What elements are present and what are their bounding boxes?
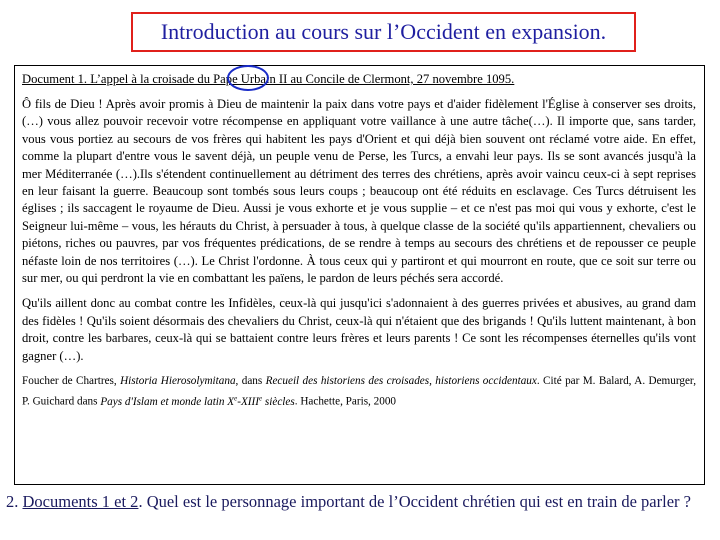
question: [6, 490, 706, 513]
source-book-mid: -XIII: [237, 395, 259, 408]
page-title: Introduction au cours sur l’Occident en expansion.: [160, 19, 607, 44]
document-source: [22, 373, 696, 411]
document-heading: [22, 70, 696, 88]
source-book: [100, 396, 294, 408]
document-paragraph-1: Ô fils de Dieu ! Après avoir promis à Dieu de maintenir la paix dans votre pays et d'aider fidèlement l'Église à conserver ses droits, (…) vous allez pouvoir recevoir votre récompense en appliquant votre vaillance à une autre tâche(…). Il importe que, sans tarder, vous vous portiez au secours de vos frères qui habitent les pays d'Orient et qui déjà bien souvent ont réclamé votre aide. En effet, comme la plupart d'entre vous le savent déjà, un peuple venu de Perse, les Turcs, a envahi leur pays. Ils se sont avancés jusqu'à la mer Méditerranée (…).Ils s'étendent continuellement au détriment des terres des chrétiens, après avoir vaincu ceux-ci à sept reprises en leur faisant la guerre. Beaucoup sont tombés sous leurs coups ; beaucoup ont été réduits en esclavage. Ces Turcs détruisent les églises ; ils saccagent le royaume de Dieu. Aussi je vous exhorte et je vous supplie – et ce n'est pas moi qui vous y exhorte, c'est le Seigneur lui-même – vous, les hérauts du Christ, à persuader à tous, à quelque classe de la société qu'ils appartiennent, chevaliers ou piétons, riches ou pauvres, par vos fréquentes prédications, de se rendre à temps au secours des chrétiens et de repousser ce peuple néfaste loin de nos territoires (…). Le Christ l'ordonne. À tous ceux qui y partiront et qui mourront en route, que ce soit sur terre ou sur mer, ou qui perdront la vie en combattant les païens, le pardon de leurs péchés sera accordé.: [22, 97, 696, 286]
title-box: [131, 12, 636, 52]
source-book-pre: Pays d'Islam et monde latin X: [100, 395, 235, 408]
question-docs: Documents 1 et 2: [22, 492, 139, 511]
circle-annotation: [227, 65, 269, 91]
question-number: 2.: [6, 492, 19, 511]
source-publisher: . Hachette, Paris, 2000: [294, 395, 397, 408]
document-paragraph-2: Qu'ils aillent donc au combat contre les Infidèles, ceux-là qui jusqu'ici s'adonnaient à des guerres privées et abusives, au grand dam des fidèles ! Qu'ils soient désormais des chevaliers du Christ, ceux-là qui n'étaient que des brigands ! Qu'ils luttent maintenant, à bon droit, contre les barbares, ceux-là qui se battaient contre leurs frères et leurs parents ! Ce sont les récompenses éternelles qu'ils vont gagner (…).: [22, 296, 696, 363]
source-collection: Recueil des historiens des croisades, historiens occidentaux: [265, 375, 537, 388]
source-author: Foucher de Chartres,: [22, 375, 117, 388]
source-cited: . Cité par M. Balard, A. Demurger, P. Guichard dans: [22, 375, 696, 408]
document-box: [14, 65, 705, 485]
source-book-post: siècles: [262, 395, 295, 408]
document-heading-text: Document 1. L’appel à la croisade du Pape Urbain II au Concile de Clermont, 27 novembre 1095.: [22, 72, 515, 86]
source-book-sup1: e: [234, 394, 238, 403]
source-work: Historia Hierosolymitana: [120, 375, 236, 388]
source-book-sup2: e: [259, 394, 263, 403]
source-mid: , dans: [235, 375, 263, 388]
question-text: . Quel est le personnage important de l’Occident chrétien qui est en train de parler ?: [138, 492, 691, 511]
